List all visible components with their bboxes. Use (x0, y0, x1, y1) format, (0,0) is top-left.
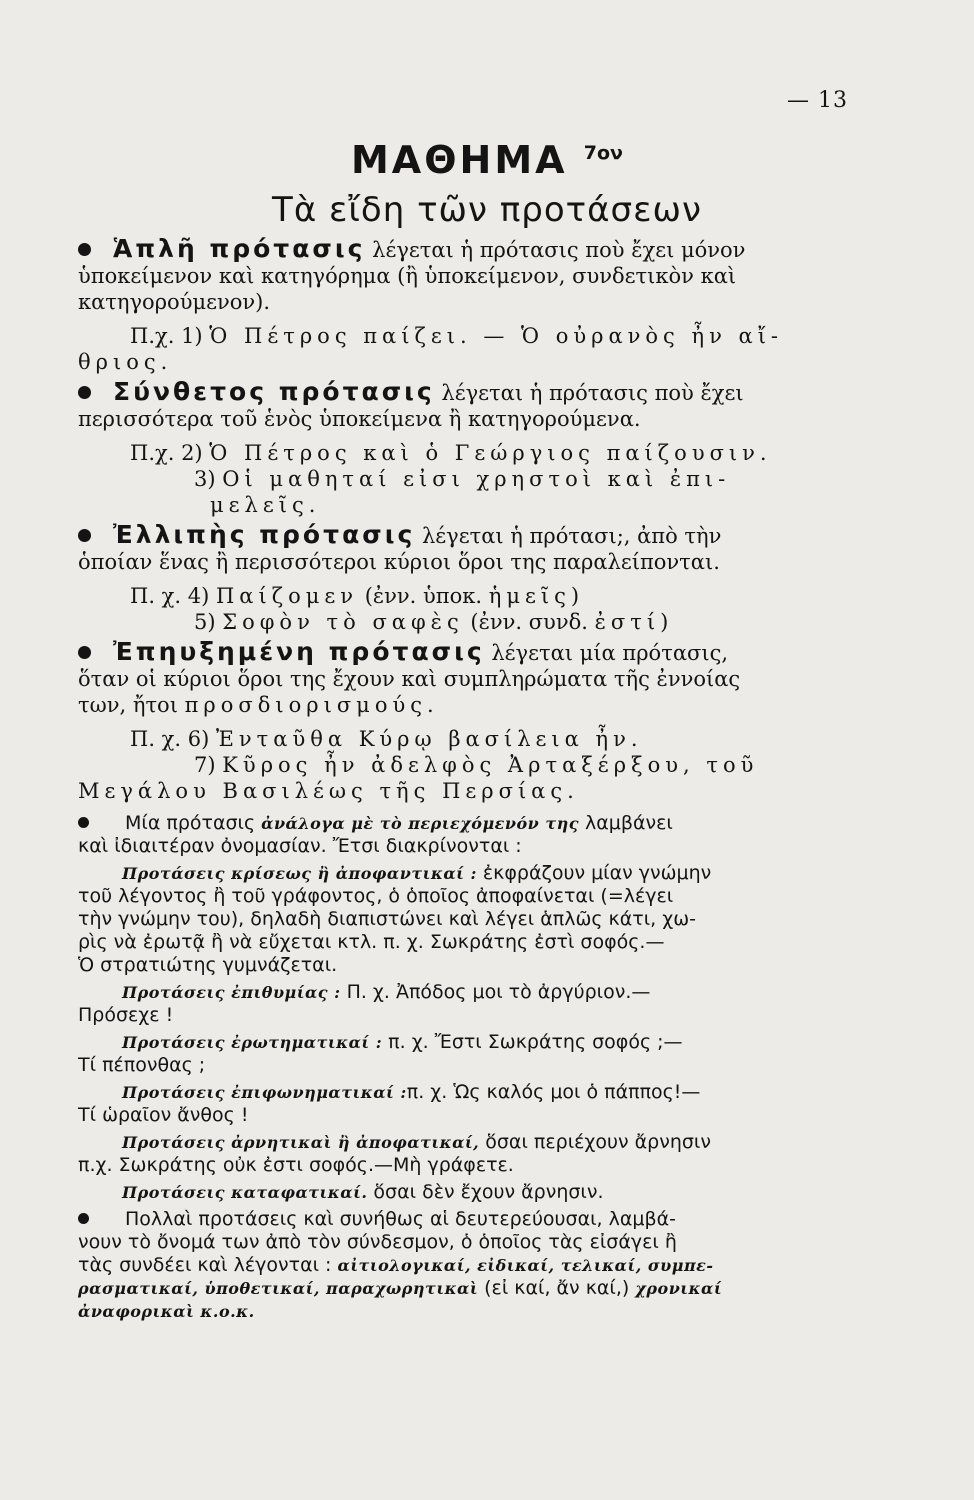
sentence-type-line: ρὶς νὰ ἐρωτᾷ ἢ νὰ εὔχεται κτλ. π. χ. Σωκράτης ἐστὶ σοφός.— (78, 931, 665, 953)
example-line (78, 440, 850, 466)
definition-line: ὁποίαν ἕνας ἢ περισσότεροι κύριοι ὅροι της παραλείπονται. (78, 550, 720, 574)
example-line: θριος. (78, 350, 173, 374)
example-line (78, 726, 850, 752)
sentence-type-line: π.χ. Σωκράτης οὐκ ἐστι σοφός.—Μὴ γράφετε. (78, 1154, 514, 1176)
bullet-icon (78, 817, 89, 828)
lesson-subtitle: Τὰ εἴδη τῶν προτάσεων (272, 190, 702, 230)
sentence-type-line: Πρόσεχε ! (78, 1004, 174, 1026)
paragraph-text: Πολλαὶ προτάσεις καὶ συνήθως αἱ δευτερεύουσαι, λαμβά- (125, 1208, 676, 1230)
example-line (78, 583, 850, 609)
example-note-close: ) (570, 584, 580, 608)
example-line (78, 323, 850, 349)
example-note-word: ἐστί (594, 610, 661, 634)
sentence-type-label: Προτάσεις ἐπιθυμίας : (122, 983, 341, 1002)
sentence-type-item (78, 1031, 850, 1054)
definition-text: λέγεται ἡ πρότασι;, ἀπὸ τὴν (415, 524, 722, 548)
sentence-type-item (78, 862, 850, 885)
example-note-close: ) (660, 610, 669, 634)
example-label: 7) (194, 753, 223, 777)
bullet-icon (78, 386, 91, 399)
sentence-type-line: Τί πέπονθας ; (78, 1054, 206, 1076)
intro-text: Μία πρότασις (125, 812, 262, 834)
sentence-type-text: ἐκφράζουν μίαν γνώμην (476, 862, 712, 884)
paragraph-line (78, 1277, 850, 1300)
sentence-type-line: τοῦ λέγοντος ἢ τοῦ γράφοντος, ὁ ὁποῖος ἀποφαίνεται (=λέγει (78, 885, 674, 907)
example-text: Ἐνταῦθα Κύρῳ βασίλεια ἦν. (215, 727, 643, 751)
sentence-type-item (78, 1131, 850, 1154)
paragraph-line: νουν τὸ ὄνομά των ἀπὸ τὸν σύνδεσμον, ὁ ὁποῖος τὰς εἰσάγει ἢ (78, 1231, 677, 1253)
paragraph-emphasis: ρασματικαί, ὑποθετικαί, παραχωρητικαὶ (78, 1279, 479, 1298)
sentence-type-item (78, 1081, 850, 1104)
sentence-type-text: π. χ. Ἔστι Σωκράτης σοφός ;— (382, 1031, 683, 1053)
lesson-number: 7ον (583, 142, 623, 164)
example-line: μελεῖς. (210, 493, 321, 517)
example-line (78, 466, 850, 492)
definition-text: λέγεται μία πρότασις, (484, 641, 729, 665)
definition-text: λέγεται ἡ πρότασις ποὺ ἔχει (434, 381, 744, 405)
example-text: Ὁ Πέτρος καὶ ὁ Γεώργιος παίζουσιν. (209, 441, 772, 465)
example-label: Π. χ. 4) (130, 584, 216, 608)
lesson-title-text: ΜΑΘΗΜΑ (350, 138, 568, 182)
sentence-type-text: ὅσαι περιέχουν ἄρνησιν (479, 1131, 711, 1153)
example-note-word: ἡμεῖς (488, 584, 571, 608)
example-text: Ὁ Πέτρος παίζει. — Ὁ οὐρανὸς ἦν αἴ- (209, 324, 784, 348)
paragraph-emphasis: ἀναφορικαὶ κ.ο.κ. (78, 1302, 255, 1321)
elliptical-sentence-definition (78, 522, 850, 549)
paragraph-line (78, 1300, 850, 1323)
example-label: Π. χ. 6) (130, 727, 216, 751)
bullet-icon (78, 529, 91, 542)
example-text: Οἱ μαθηταί εἰσι χρηστοὶ καὶ ἐπι- (222, 467, 731, 491)
definition-line: περισσότερα τοῦ ἑνὸς ὑποκείμενα ἢ κατηγορούμενα. (78, 407, 641, 431)
example-text: Σοφὸν τὸ σαφὲς (222, 610, 464, 634)
sentence-type-label: Προτάσεις κρίσεως ἢ ἀποφαντικαί : (122, 864, 477, 883)
sentence-type-label: Προτάσεις ἀρνητικαὶ ἢ ἀποφατικαί, (122, 1133, 480, 1152)
paragraph-emphasis: χρονικαί (635, 1279, 723, 1298)
example-note: (ἐνν. συνδ. (463, 610, 595, 634)
definition-line: ὑποκείμενον καὶ κατηγόρημα (ἢ ὑποκείμενον, συνδετικὸν καὶ (78, 264, 737, 288)
compound-sentence-definition (78, 379, 850, 406)
example-line: Μεγάλου Βασιλέως τῆς Περσίας. (78, 779, 579, 803)
paragraph-text: τὰς συνδέει καὶ λέγονται : (78, 1254, 338, 1276)
intro-text: λαμβάνει (578, 812, 673, 834)
sentence-type-label: Προτάσεις ἐπιφωνηματικαί : (122, 1083, 407, 1102)
sentence-type-line: Τί ὡραῖον ἄνθος ! (78, 1104, 249, 1126)
sentence-type-item (78, 981, 850, 1004)
definition-line: ὅταν οἱ κύριοι ὅροι της ἔχουν καὶ συμπληρώματα τῆς ἐννοίας (78, 667, 741, 691)
term-simple-sentence: Ἁπλῆ πρότασις (113, 234, 366, 263)
bullet-icon (78, 243, 91, 256)
definition-spaced-word: προσδιορισμούς. (184, 693, 439, 717)
example-label: 5) (194, 610, 223, 634)
term-elliptical-sentence: Ἐλλιπὴς πρότασις (113, 520, 416, 549)
simple-sentence-definition (78, 236, 850, 263)
sentence-types-intro (78, 812, 850, 1323)
paragraph-line (78, 1254, 850, 1277)
definition-line: κατηγορούμενον). (78, 290, 271, 314)
term-compound-sentence: Σύνθετος πρότασις (113, 377, 435, 406)
example-note: (ἐνν. ὑποκ. (358, 584, 489, 608)
subordinate-clauses-line (78, 1208, 850, 1231)
paragraph-emphasis: αἰτιολογικαί, εἰδικαί, τελικαί, συμπε- (337, 1256, 714, 1275)
lesson-title (0, 138, 974, 182)
example-text: Κῦρος ἦν ἀδελφὸς Ἀρταξέρξου, τοῦ (222, 753, 759, 777)
term-extended-sentence: Ἐπηυξημένη πρότασις (113, 637, 485, 666)
intro-line (78, 812, 850, 835)
extended-sentence-definition (78, 639, 850, 666)
example-line (78, 609, 850, 635)
sentence-type-item (78, 1181, 850, 1204)
sentence-type-label: Προτάσεις καταφατικαί. (122, 1183, 368, 1202)
sentence-type-line: τὴν γνώμην του), δηλαδὴ διαπιστώνει καὶ λέγει ἁπλῶς κάτι, χω- (78, 908, 696, 930)
definition-text: λέγεται ἡ πρότασις ποὺ ἔχει μόνον (365, 238, 746, 262)
intro-line: καὶ ἰδιαιτέραν ὀνομασίαν. Ἔτσι διακρίνονται : (78, 835, 522, 857)
definition-line (78, 692, 850, 718)
example-label: 3) (194, 467, 223, 491)
page-number: — 13 (787, 88, 848, 113)
example-line (78, 752, 850, 778)
sentence-type-text: ὅσαι δὲν ἔχουν ἄρνησιν. (367, 1181, 604, 1203)
bullet-icon (78, 1213, 89, 1224)
sentence-type-list (78, 862, 850, 1204)
sentence-type-text: π. χ. Ὡς καλός μοι ὁ πάππος!— (406, 1081, 701, 1103)
lesson-body (78, 236, 850, 1323)
example-label: Π.χ. 1) (130, 324, 210, 348)
example-text: Παίζομεν (215, 584, 359, 608)
sentence-type-label: Προτάσεις ἐρωτηματικαί : (122, 1033, 383, 1052)
intro-emphasis: ἀνάλογα μὲ τὸ περιεχόμενόν της (261, 814, 579, 833)
paragraph-text: (εἰ καί, ἄν καί,) (478, 1277, 636, 1299)
sentence-type-line: Ὁ στρατιώτης γυμνάζεται. (78, 954, 338, 976)
sentence-type-text: Π. χ. Ἀπόδος μοι τὸ ἀργύριον.— (340, 981, 651, 1003)
definition-text: των, ἤτοι (78, 693, 185, 717)
bullet-icon (78, 646, 91, 659)
example-label: Π.χ. 2) (130, 441, 210, 465)
